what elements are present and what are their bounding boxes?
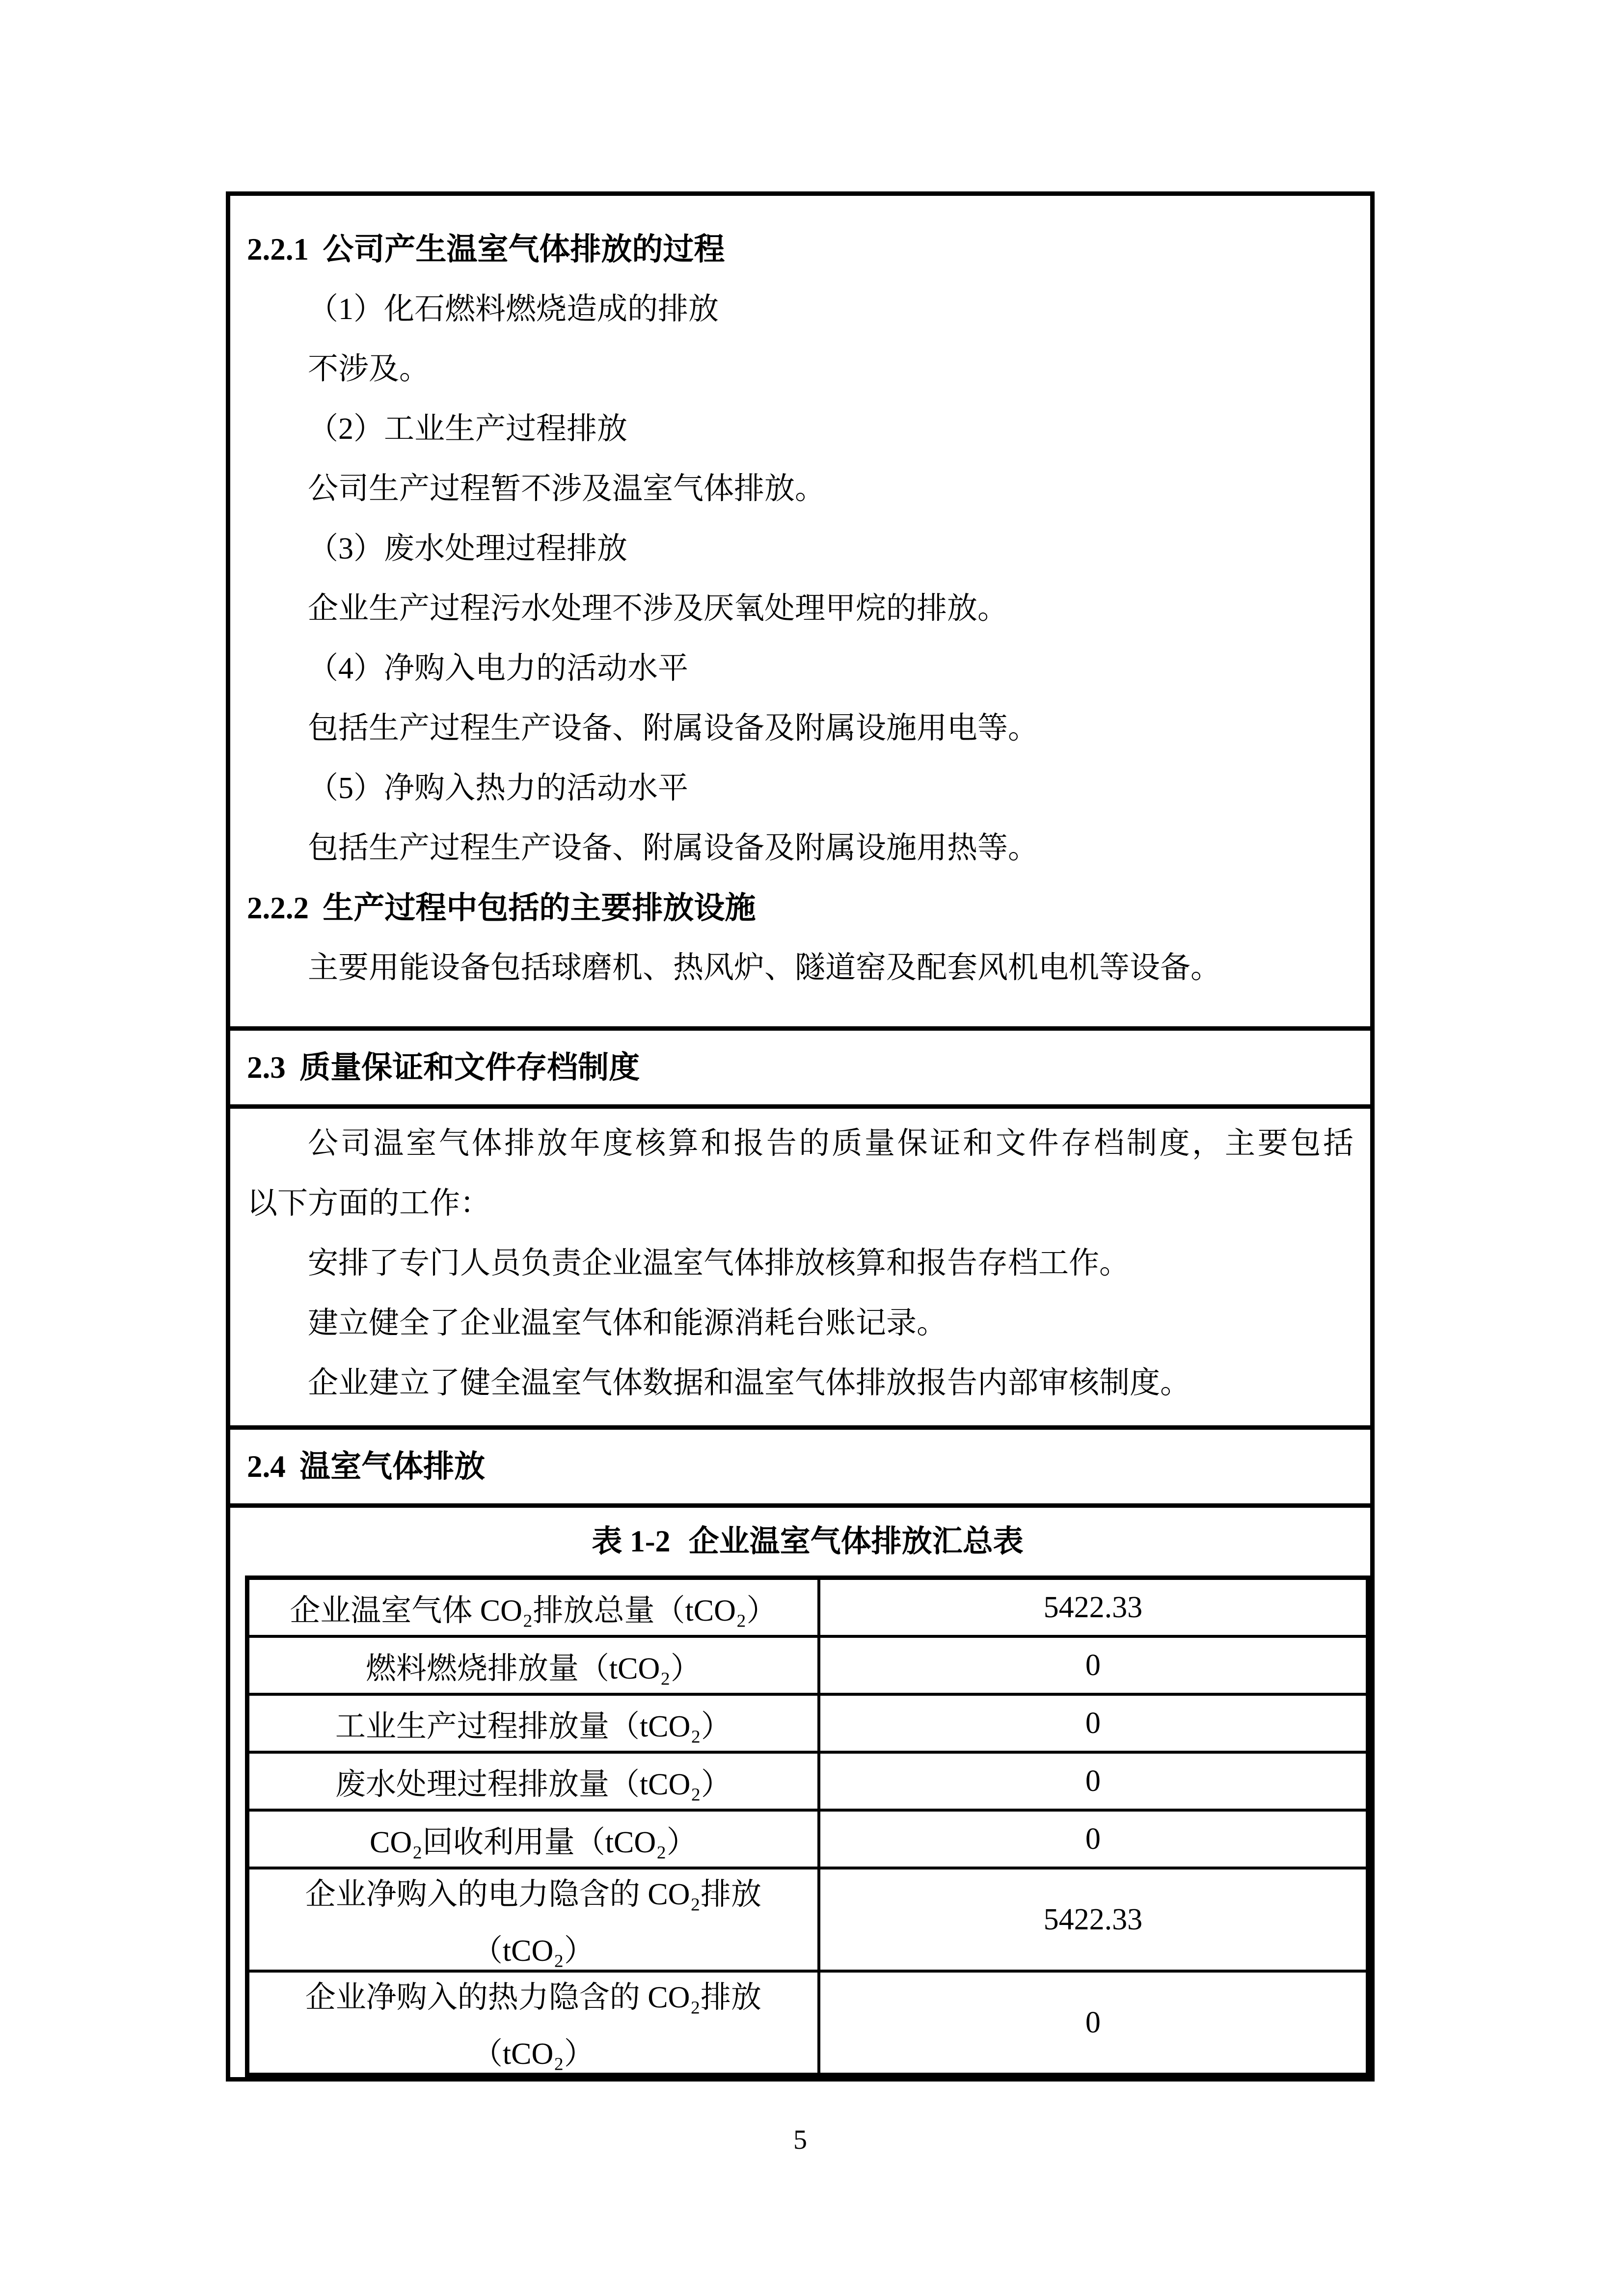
paragraph-line: 公司生产过程暂不涉及温室气体排放。 — [308, 472, 826, 506]
table-caption — [245, 1511, 1370, 1573]
row-label-line1: 企业净购入的电力隐含的 CO₂排放 — [305, 1878, 762, 1911]
section-2-3-heading — [247, 1038, 1353, 1097]
paragraph-line: 企业建立了健全温室气体数据和温室气体排放报告内部审核制度。 — [308, 1366, 1191, 1400]
paragraph-line: 以下方面的工作： — [247, 1187, 491, 1220]
paragraph-line: 包括生产过程生产设备、附属设备及附属设施用电等。 — [308, 712, 1039, 745]
section-title: 公司产生温室气体排放的过程 — [323, 232, 725, 267]
row-value-cell: 0 — [819, 1694, 1368, 1752]
row-value-cell: 0 — [819, 1636, 1368, 1694]
table-row — [247, 1752, 1368, 1810]
row-label-cell — [247, 1868, 819, 1971]
table-row — [247, 1971, 1368, 2075]
section-number: 2.2.1 — [247, 232, 309, 267]
row-label-cell: 废水处理过程排放量（tCO₂） — [247, 1752, 819, 1810]
paragraph-line: （3）废水处理过程排放 — [308, 532, 628, 565]
row-value-cell: 0 — [819, 1971, 1368, 2075]
paragraph-line: （5）净购入热力的活动水平 — [308, 772, 689, 805]
table-row — [247, 1636, 1368, 1694]
paragraph-line: 不涉及。 — [308, 352, 430, 386]
row-label-cell — [247, 1971, 819, 2075]
table-caption-label: 表 1-2 — [592, 1525, 671, 1558]
paragraph-line: （1）化石燃料燃烧造成的排放 — [308, 293, 719, 326]
section-2-4-body — [230, 1503, 1370, 2077]
row-value-cell: 5422.33 — [819, 1578, 1368, 1637]
paragraph-line: （4）净购入电力的活动水平 — [308, 652, 689, 685]
table-row — [247, 1810, 1368, 1868]
section-title: 生产过程中包括的主要排放设施 — [323, 891, 756, 925]
paragraph-line: 企业生产过程污水处理不涉及厌氧处理甲烷的排放。 — [308, 592, 1008, 625]
section-2-3-body — [230, 1104, 1370, 1425]
section-number: 2.4 — [247, 1449, 286, 1484]
section-title: 温室气体排放 — [299, 1449, 486, 1484]
section-2-2-1-heading — [247, 219, 1353, 279]
section-title: 质量保证和文件存档制度 — [299, 1050, 640, 1085]
row-label-line1: 企业净购入的热力隐含的 CO₂排放 — [305, 1981, 762, 2014]
section-number: 2.3 — [247, 1050, 286, 1085]
paragraph-line: 包括生产过程生产设备、附属设备及附属设施用热等。 — [308, 831, 1039, 865]
row-label-cell: 燃料燃烧排放量（tCO₂） — [247, 1636, 819, 1694]
row-label-line2: （tCO₂） — [472, 1934, 595, 1968]
paragraph-line: 建立健全了企业温室气体和能源消耗台账记录。 — [308, 1307, 947, 1340]
section-number: 2.2.2 — [247, 891, 309, 925]
row-label-line2: （tCO₂） — [472, 2037, 595, 2071]
paragraph-line: 主要用能设备包括球磨机、热风炉、隧道窑及配套风机电机等设备。 — [308, 951, 1221, 985]
paragraph-line: 公司温室气体排放年度核算和报告的质量保证和文件存档制度，主要包括 — [308, 1127, 1353, 1160]
content-box — [226, 191, 1375, 2082]
table-row — [247, 1694, 1368, 1752]
section-2-3-heading-row — [230, 1026, 1370, 1104]
section-2-2-2-heading — [247, 878, 1353, 938]
section-2-4-heading-row — [230, 1425, 1370, 1503]
table-row — [247, 1868, 1368, 1971]
section-2-4-heading — [247, 1437, 1353, 1496]
emissions-summary-table — [245, 1575, 1370, 2077]
table-caption-title: 企业温室气体排放汇总表 — [688, 1525, 1024, 1558]
row-label-cell: 企业温室气体 CO₂排放总量（tCO₂） — [247, 1578, 819, 1637]
row-value-cell: 5422.33 — [819, 1868, 1368, 1971]
paragraph-line: 安排了专门人员负责企业温室气体排放核算和报告存档工作。 — [308, 1247, 1130, 1280]
section-2-2-1 — [230, 196, 1370, 1026]
row-value-cell: 0 — [819, 1810, 1368, 1868]
paragraph-line: （2）工业生产过程排放 — [308, 412, 628, 446]
row-label-cell: 工业生产过程排放量（tCO₂） — [247, 1694, 819, 1752]
page-number: 5 — [793, 2125, 807, 2155]
row-value-cell: 0 — [819, 1752, 1368, 1810]
table-row — [247, 1578, 1368, 1637]
row-label-cell: CO₂回收利用量（tCO₂） — [247, 1810, 819, 1868]
